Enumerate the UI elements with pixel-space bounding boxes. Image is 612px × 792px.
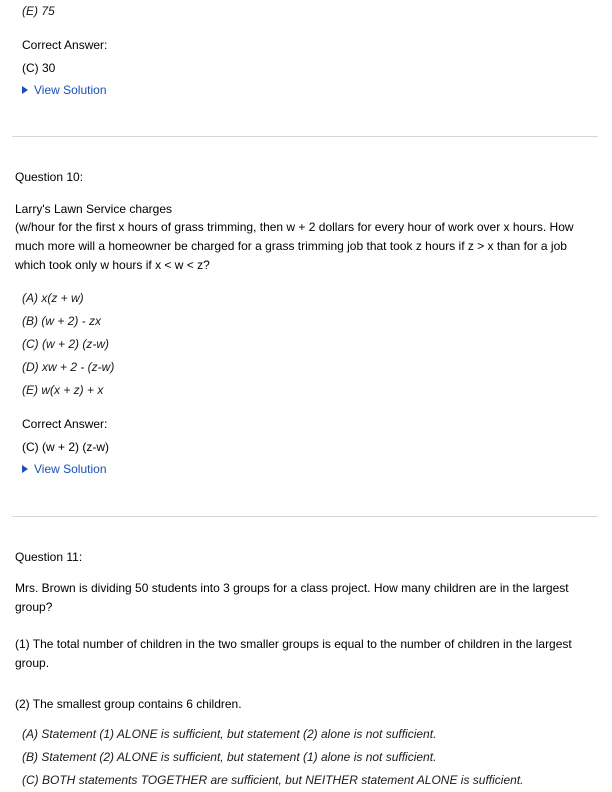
- question-stem: (w/hour for the first x hours of grass trimming, then w + 2 dollars for every hour of work over x hours. How much more will a homeowner be charged for a grass trimming job that took z hours if z > x than for a job which took only w hours if x < w < z?: [15, 220, 574, 272]
- option-c[interactable]: (C) BOTH statements TOGETHER are sufficient, but NEITHER statement ALONE is sufficient.: [22, 773, 524, 787]
- expand-triangle-icon: [22, 86, 28, 94]
- statement-2: (2) The smallest group contains 6 children.: [15, 697, 242, 711]
- view-solution-link[interactable]: [22, 462, 107, 476]
- option-d[interactable]: (D) xw + 2 - (z-w): [22, 360, 115, 374]
- option-a[interactable]: (A) x(z + w): [22, 291, 84, 305]
- expand-triangle-icon: [22, 465, 28, 473]
- divider: [12, 516, 598, 517]
- view-solution-link[interactable]: [22, 83, 107, 97]
- correct-answer-label: Correct Answer:: [22, 38, 108, 52]
- correct-answer-label: Correct Answer:: [22, 417, 108, 431]
- option-c[interactable]: (C) (w + 2) (z-w): [22, 337, 109, 351]
- question-stem: Mrs. Brown is dividing 50 students into 3 groups for a class project. How many children are in the largest group?: [15, 581, 569, 614]
- option-e: (E) 75: [22, 4, 55, 18]
- question-stem-line: Larry's Lawn Service charges: [15, 202, 173, 216]
- option-e[interactable]: (E) w(x + z) + x: [22, 383, 104, 397]
- correct-answer-value: (C) (w + 2) (z-w): [22, 440, 109, 454]
- question-title: Question 10:: [15, 170, 84, 184]
- option-a[interactable]: (A) Statement (1) ALONE is sufficient, but statement (2) alone is not sufficient.: [22, 727, 437, 741]
- view-solution-label: View Solution: [34, 462, 107, 476]
- statement-1: (1) The total number of children in the two smaller groups is equal to the number of children in the largest group.: [15, 637, 572, 670]
- view-solution-label: View Solution: [34, 83, 107, 97]
- option-b[interactable]: (B) Statement (2) ALONE is sufficient, but statement (1) alone is not sufficient.: [22, 750, 437, 764]
- question-title: Question 11:: [15, 550, 83, 564]
- option-b[interactable]: (B) (w + 2) - zx: [22, 314, 102, 328]
- correct-answer-value: (C) 30: [22, 61, 56, 75]
- divider: [12, 136, 598, 137]
